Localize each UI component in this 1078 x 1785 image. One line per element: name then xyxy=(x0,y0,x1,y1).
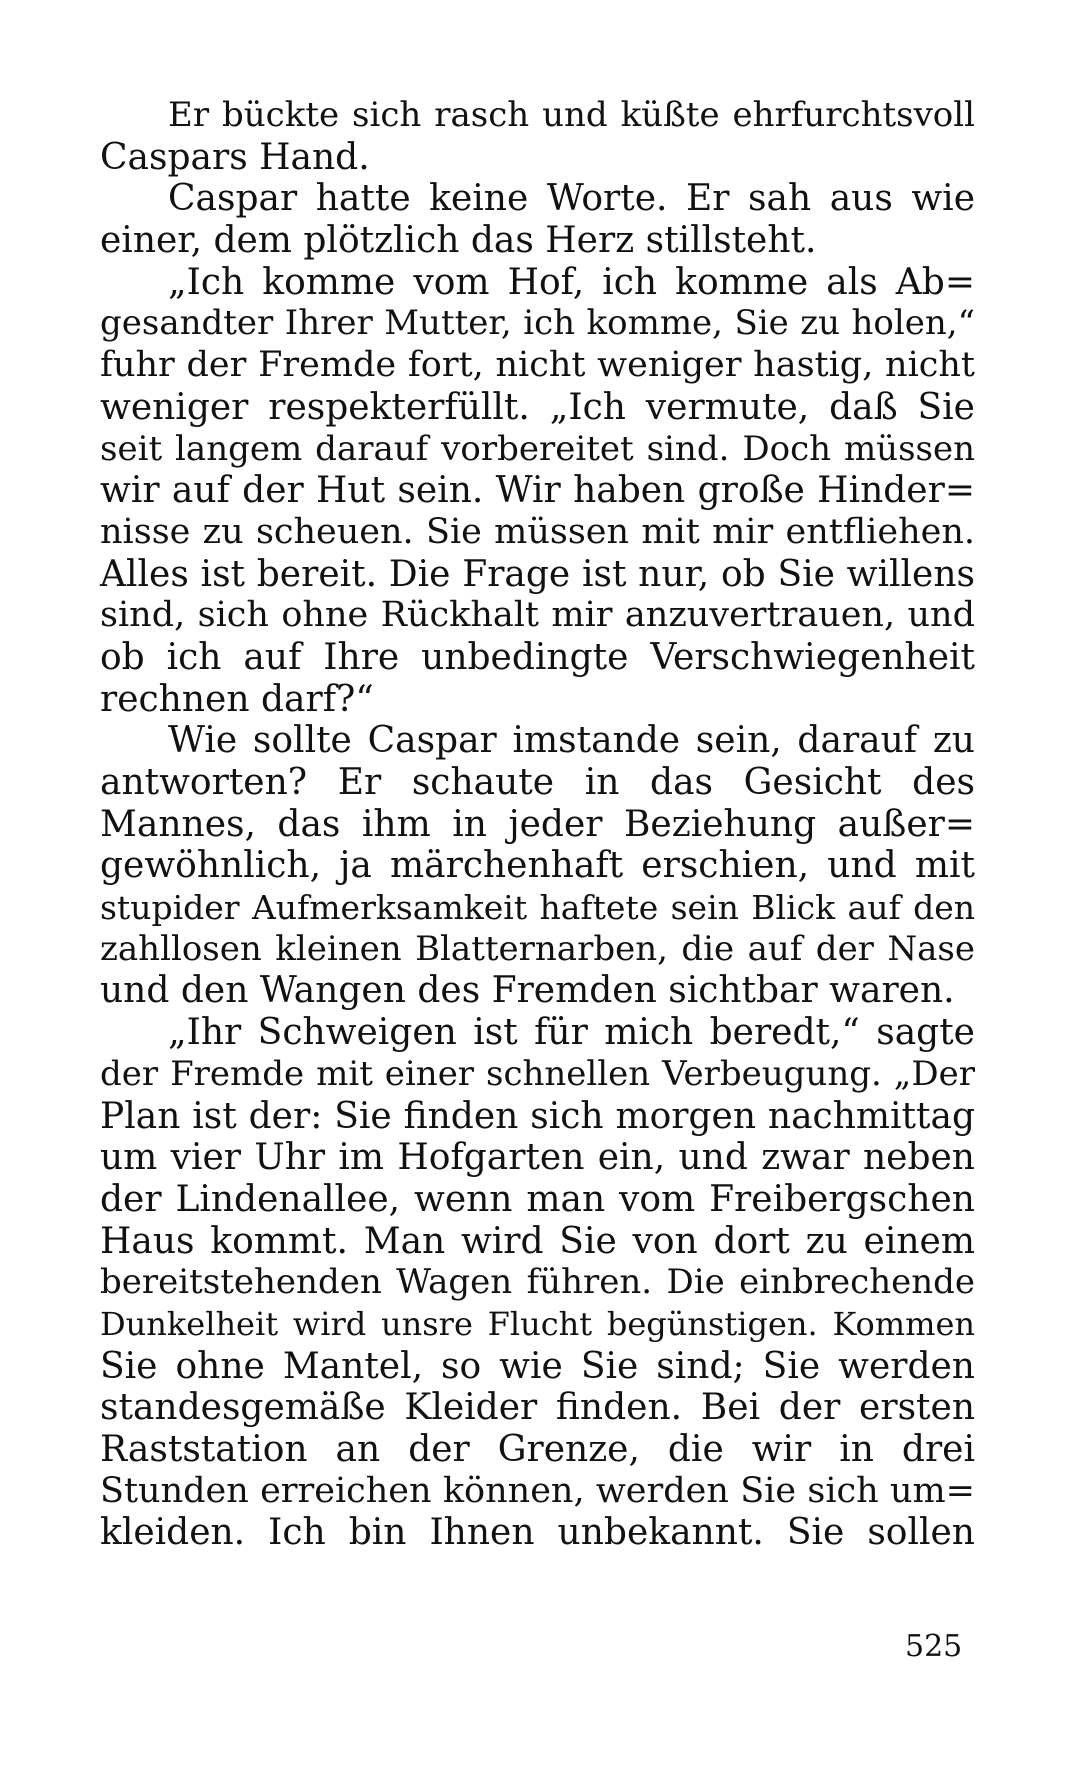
text-line: „Ich komme vom Hof, ich komme als Ab= xyxy=(168,261,975,303)
text-line: nisse zu scheuen. Sie müssen mit mir entfliehen. xyxy=(100,511,975,552)
text-line: Wie sollte Caspar imstande sein, darauf zu xyxy=(168,720,975,762)
text-line: ob ich auf Ihre unbedingte Verschwiegenheit xyxy=(100,636,975,678)
text-line: bereitstehenden Wagen führen. Die einbrechende xyxy=(100,1262,975,1303)
text-line: weniger respekterfüllt. „Ich vermute, daß Sie xyxy=(100,386,975,428)
text-line: Stunden erreichen können, werden Sie sich um= xyxy=(100,1470,975,1511)
text-line: Er bückte sich rasch und küßte ehrfurchtsvoll xyxy=(168,95,975,135)
text-line: kleiden. Ich bin Ihnen unbekannt. Sie sollen xyxy=(100,1512,975,1554)
text-line: antworten? Er schaute in das Gesicht des xyxy=(100,762,975,803)
text-line: der Fremde mit einer schnellen Verbeugung. „Der xyxy=(100,1053,975,1094)
text-line: „Ihr Schweigen ist für mich beredt,“ sagte xyxy=(168,1012,975,1054)
text-line: stupider Aufmerksamkeit haftete sein Blick auf den xyxy=(100,888,975,928)
text-line: sind, sich ohne Rückhalt mir anzuvertrauen, und xyxy=(100,595,975,636)
text-line: seit langem darauf vorbereitet sind. Doch müssen xyxy=(100,428,975,469)
text-line: standesgemäße Kleider finden. Bei der ersten xyxy=(100,1387,975,1429)
text-line: rechnen darf?“ xyxy=(100,678,374,720)
text-line: um vier Uhr im Hofgarten ein, und zwar neben xyxy=(100,1137,975,1179)
text-line: fuhr der Fremde fort, nicht weniger hastig, nicht xyxy=(100,345,975,386)
text-line: zahllosen kleinen Blatternarben, die auf der Nase xyxy=(100,928,975,969)
text-line: Caspar hatte keine Worte. Er sah aus wie xyxy=(168,178,975,220)
text-line: gewöhnlich, ja märchenhaft erschien, und mit xyxy=(100,845,975,887)
text-line: Haus kommt. Man wird Sie von dort zu einem xyxy=(100,1220,975,1262)
body-text xyxy=(100,95,975,1554)
text-line: Dunkelheit wird unsre Flucht begünstigen. Kommen xyxy=(100,1304,975,1343)
text-line: Sie ohne Mantel, so wie Sie sind; Sie werden xyxy=(100,1345,975,1387)
text-line: Raststation an der Grenze, die wir in drei xyxy=(100,1429,975,1470)
page-number: 525 xyxy=(905,1629,963,1664)
text-line: Alles ist bereit. Die Frage ist nur, ob Sie willens xyxy=(100,553,975,595)
text-line: Caspars Hand. xyxy=(100,136,370,178)
text-line: Plan ist der: Sie finden sich morgen nachmittag xyxy=(100,1095,975,1137)
text-line: und den Wangen des Fremden sichtbar waren. xyxy=(100,970,955,1012)
text-line: der Lindenallee, wenn man vom Freibergschen xyxy=(100,1178,975,1220)
text-line: gesandter Ihrer Mutter, ich komme, Sie zu holen,“ xyxy=(100,303,975,344)
text-line: einer, dem plötzlich das Herz stillsteht. xyxy=(100,220,817,262)
text-line: wir auf der Hut sein. Wir haben große Hinder= xyxy=(100,470,975,512)
text-line: Mannes, das ihm in jeder Beziehung außer= xyxy=(100,803,975,845)
